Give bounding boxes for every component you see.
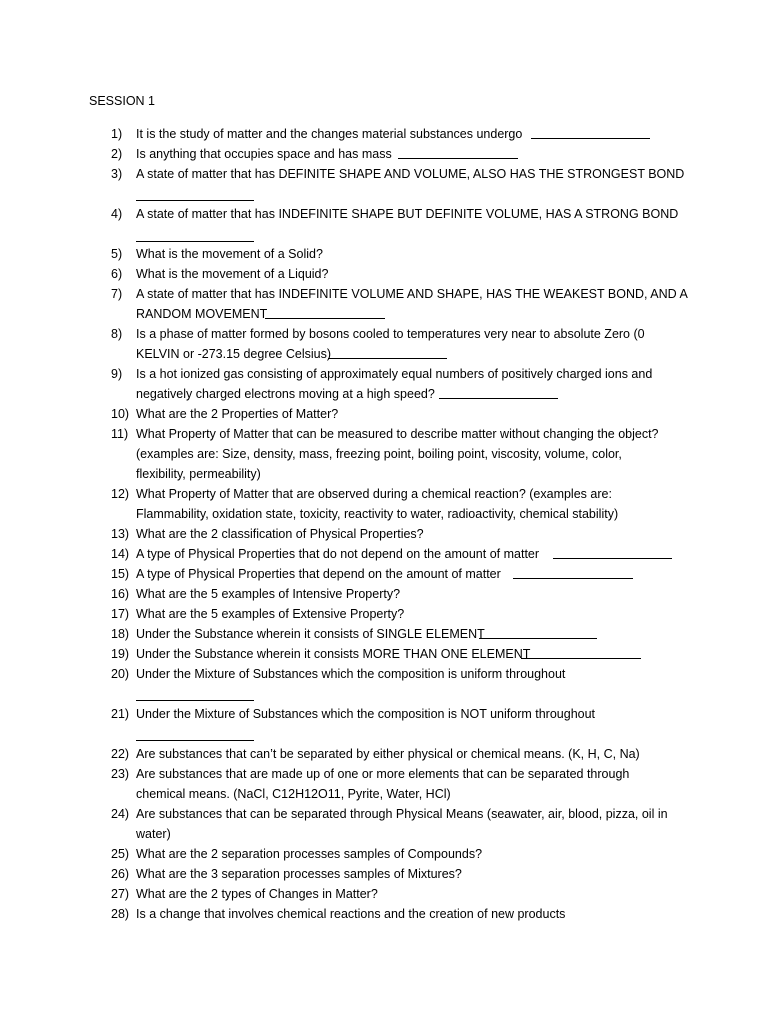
question-text: Are substances that are made up of one or more elements that can be separated through [136,767,630,781]
answer-blank [531,138,650,139]
question-number: 26) [111,867,130,881]
question-text: Is a hot ionized gas consisting of approximately equal numbers of positively charged ions and [136,367,653,381]
question-number: 11) [111,427,129,441]
question-number: 10) [111,407,130,421]
question-number: 18) [111,627,130,641]
question-text: Is anything that occupies space and has mass [136,147,392,161]
question-text: A state of matter that has INDEFINITE SHAPE BUT DEFINITE VOLUME, HAS A STRONG BOND [136,207,679,221]
question-text: Under the Substance wherein it consists MORE THAN ONE ELEMENT [136,647,531,661]
question-number: 3) [111,167,123,181]
question-number: 19) [111,647,130,661]
question-number: 12) [111,487,130,501]
answer-blank [136,241,254,242]
question-number: 2) [111,147,123,161]
question-text: Flammability, oxidation state, toxicity, reactivity to water, radioactivity, chemical stability) [136,507,619,521]
question-text: What Property of Matter that are observed during a chemical reaction? (examples are: [136,487,612,501]
question-text: Under the Substance wherein it consists of SINGLE ELEMENT [136,627,485,641]
question-text: It is the study of matter and the changes material substances undergo [136,127,523,141]
page-title: SESSION 1 [89,94,155,108]
question-number: 20) [111,667,130,681]
question-number: 7) [111,287,123,301]
question-text: A state of matter that has INDEFINITE VOLUME AND SHAPE, HAS THE WEAKEST BOND, AND A [136,287,688,301]
question-text: Under the Mixture of Substances which the composition is uniform throughout [136,667,566,681]
question-text: Is a phase of matter formed by bosons cooled to temperatures very near to absolute Zero (0 [136,327,645,341]
question-text: What is the movement of a Solid? [136,247,323,261]
answer-blank [328,358,447,359]
question-number: 25) [111,847,130,861]
question-text: What are the 5 examples of Extensive Property? [136,607,405,621]
question-text: flexibility, permeability) [136,467,261,481]
question-text: What are the 2 classification of Physical Properties? [136,527,424,541]
question-text: Are substances that can’t be separated by either physical or chemical means. (K, H, C, Na) [136,747,640,761]
answer-blank [553,558,672,559]
question-text: water) [136,827,171,841]
question-number: 9) [111,367,123,381]
question-text: chemical means. (NaCl, C12H12O11, Pyrite, Water, HCl) [136,787,451,801]
question-text: Is a change that involves chemical reactions and the creation of new products [136,907,566,921]
question-text: A type of Physical Properties that depend on the amount of matter [136,567,501,581]
question-text: What Property of Matter that can be measured to describe matter without changing the object? [136,427,659,441]
question-text: What are the 2 types of Changes in Matter? [136,887,378,901]
question-number: 13) [111,527,130,541]
answer-blank [136,200,254,201]
answer-blank [136,700,254,701]
question-text: What are the 3 separation processes samples of Mixtures? [136,867,462,881]
question-number: 5) [111,247,123,261]
answer-blank [136,740,254,741]
question-number: 22) [111,747,130,761]
question-number: 23) [111,767,130,781]
question-number: 27) [111,887,130,901]
question-text: RANDOM MOVEMENT [136,307,268,321]
question-text: What are the 2 Properties of Matter? [136,407,339,421]
answer-blank [513,578,633,579]
question-text: What are the 5 examples of Intensive Property? [136,587,401,601]
answer-blank [479,638,597,639]
question-number: 17) [111,607,130,621]
question-number: 4) [111,207,123,221]
answer-blank [521,658,641,659]
answer-blank [439,398,558,399]
question-number: 24) [111,807,130,821]
question-text: What are the 2 separation processes samples of Compounds? [136,847,483,861]
question-text: Are substances that can be separated through Physical Means (seawater, air, blood, pizza, oil in [136,807,668,821]
question-number: 15) [111,567,130,581]
question-text: A type of Physical Properties that do not depend on the amount of matter [136,547,540,561]
question-number: 28) [111,907,130,921]
question-number: 6) [111,267,123,281]
answer-blank [398,158,518,159]
question-text: negatively charged electrons moving at a high speed? [136,387,435,401]
question-number: 14) [111,547,130,561]
question-text: A state of matter that has DEFINITE SHAPE AND VOLUME, ALSO HAS THE STRONGEST BOND [136,167,685,181]
question-text: KELVIN or -273.15 degree Celsius) [136,347,332,361]
question-number: 8) [111,327,123,341]
question-text: (examples are: Size, density, mass, freezing point, boiling point, viscosity, volume, color, [136,447,622,461]
question-text: What is the movement of a Liquid? [136,267,329,281]
question-number: 1) [111,127,123,141]
question-text: Under the Mixture of Substances which the composition is NOT uniform throughout [136,707,596,721]
question-number: 16) [111,587,130,601]
answer-blank [265,318,385,319]
question-number: 21) [111,707,130,721]
